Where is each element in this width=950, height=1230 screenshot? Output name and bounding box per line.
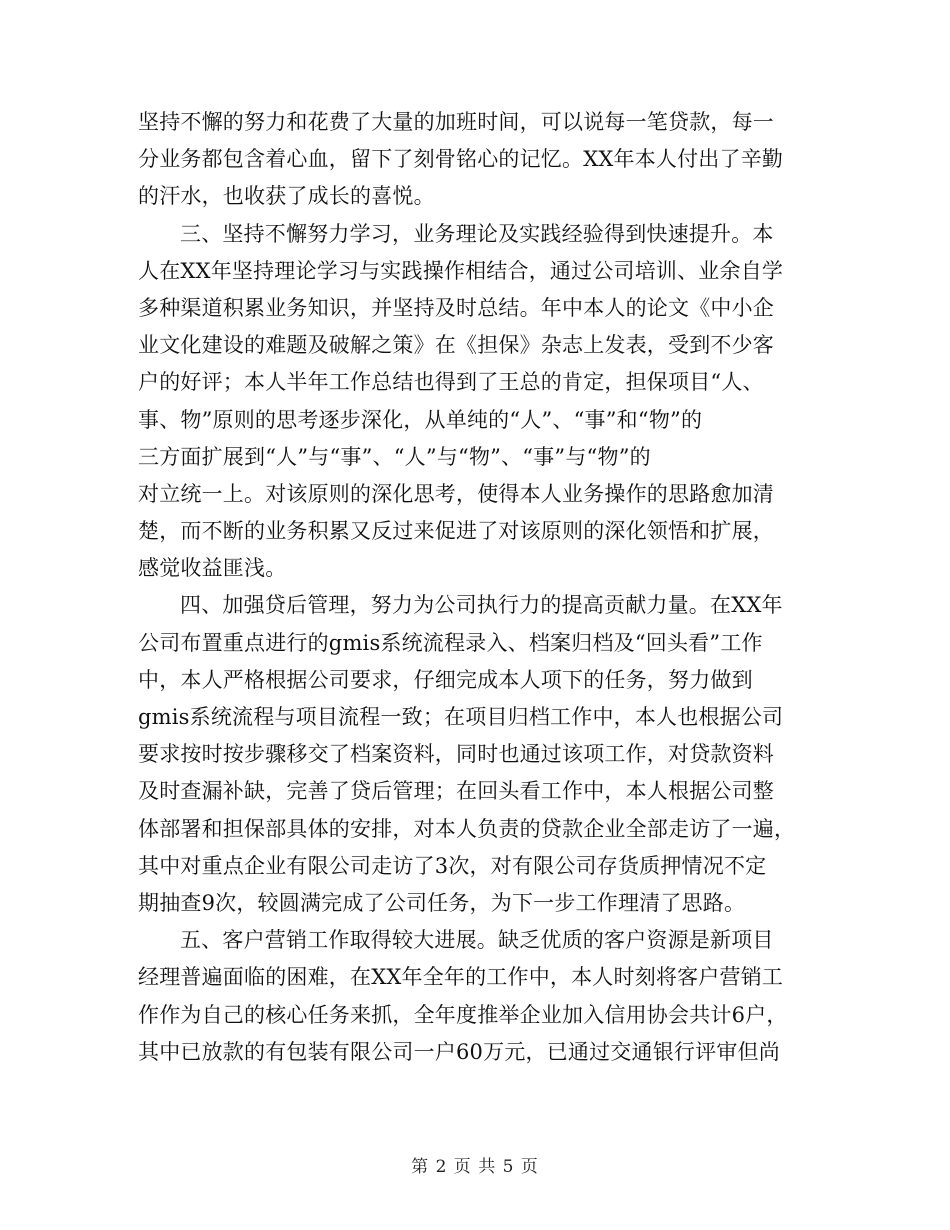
text-line: 体部署和担保部具体的安排，对本人负责的贷款企业全部走访了一遍，: [138, 816, 796, 841]
text-line: 对立统一上。对该原则的深化思考，使得本人业务操作的思路愈加清: [138, 481, 774, 506]
text-line: 人在XX年坚持理论学习与实践操作相结合，通过公司培训、业余自学: [138, 258, 784, 283]
document-body: [138, 104, 813, 1071]
text-line: 公司布置重点进行的gmis系统流程录入、档案归档及“回头看”工作: [138, 630, 763, 655]
text-line: 的汗水，也收获了成长的喜悦。: [138, 184, 435, 209]
text-line: 作作为自己的核心任务来抓，全年度推举企业加入信用协会共计6户，: [138, 1002, 788, 1027]
text-line: 其中对重点企业有限公司走访了3次，对有限公司存货质押情况不定: [138, 853, 767, 878]
text-line: 及时查漏补缺，完善了贷后管理；在回头看工作中，本人根据公司整: [138, 779, 774, 804]
text-line: 分业务都包含着心血，留下了刻骨铭心的记忆。XX年本人付出了辛勤: [138, 147, 784, 172]
text-line: 感觉收益匪浅。: [138, 556, 287, 581]
text-line: 期抽查9次，较圆满完成了公司任务，为下一步工作理清了思路。: [138, 890, 746, 915]
text-line: 多种渠道积累业务知识，并坚持及时总结。年中本人的论文《中小企: [138, 295, 774, 320]
paragraph-first-line: 四、加强贷后管理，努力为公司执行力的提高贡献力量。在XX年: [180, 593, 783, 618]
page-number-footer: 第 2 页 共 5 页: [411, 1157, 539, 1177]
text-line: 业文化建设的难题及破解之策》在《担保》杂志上发表，受到不少客: [138, 333, 774, 358]
text-line: 事、物”原则的思考逐步深化，从单纯的“人”、“事”和“物”的: [138, 407, 703, 432]
text-line: 户的好评；本人半年工作总结也得到了王总的肯定，担保项目“人、: [138, 370, 764, 395]
text-line: 坚持不懈的努力和花费了大量的加班时间，可以说每一笔贷款，每一: [138, 110, 774, 134]
text-line: 经理普遍面临的困难，在XX年全年的工作中，本人时刻将客户营销工: [138, 965, 784, 990]
text-line: 要求按时按步骤移交了档案资料，同时也通过该项工作，对贷款资料: [138, 742, 774, 767]
text-line: 楚，而不断的业务积累又反过来促进了对该原则的深化领悟和扩展，: [138, 519, 774, 544]
text-line: gmis系统流程与项目流程一致；在项目归档工作中，本人也根据公司: [138, 705, 784, 729]
text-line: 中，本人严格根据公司要求，仔细完成本人项下的任务，努力做到: [138, 667, 753, 692]
paragraph-first-line: 五、客户营销工作取得较大进展。缺乏优质的客户资源是新项目: [180, 928, 774, 953]
text-line: 其中已放款的有包装有限公司一户60万元，已通过交通银行评审但尚: [138, 1039, 780, 1064]
paragraph-first-line: 三、坚持不懈努力学习，业务理论及实践经验得到快速提升。本: [180, 221, 774, 246]
text-line: 三方面扩展到“人”与“事”、“人”与“物”、“事”与“物”的: [138, 444, 651, 469]
